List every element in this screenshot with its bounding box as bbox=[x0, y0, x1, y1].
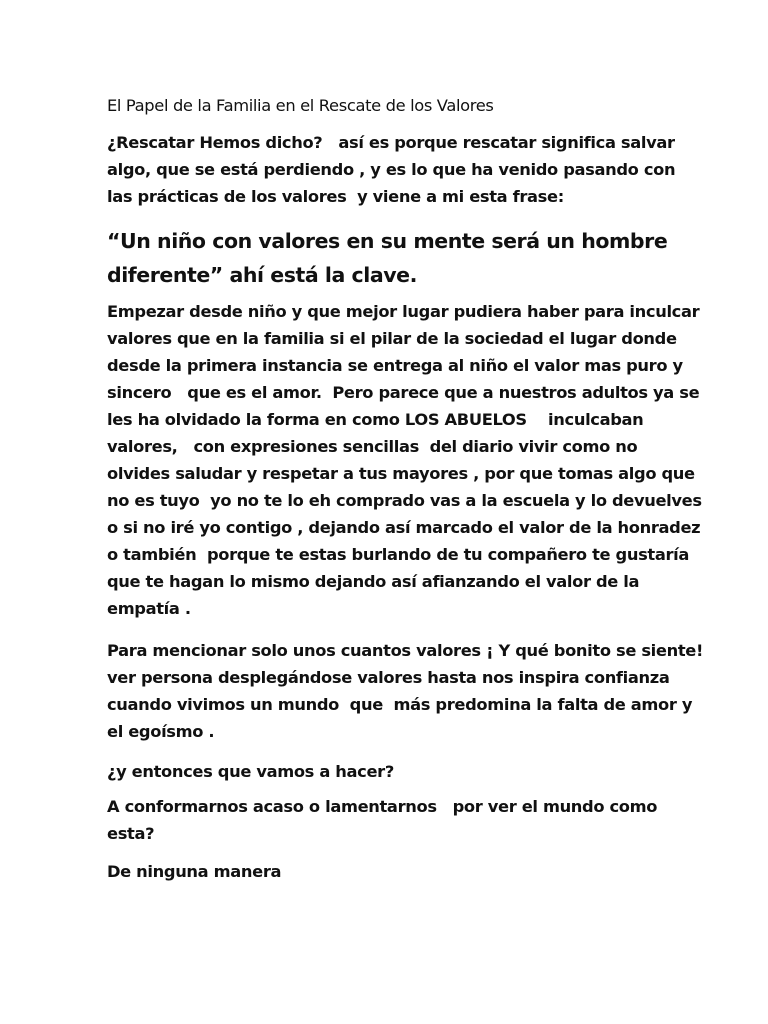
paragraph-5 bbox=[107, 793, 667, 847]
paragraph-2 bbox=[107, 298, 702, 622]
paragraph-1-line: ¿Rescatar Hemos dicho? así es porque rescatar significa salvar bbox=[107, 133, 675, 152]
paragraph-2-line: o también porque te estas burlando de tu compañero te gustaría bbox=[107, 545, 690, 564]
paragraph-1 bbox=[107, 129, 676, 210]
paragraph-5-line: esta? bbox=[107, 824, 155, 843]
document-title bbox=[107, 92, 667, 119]
paragraph-4-line: ¿y entonces que vamos a hacer? bbox=[107, 762, 394, 781]
paragraph-2-line: empatía . bbox=[107, 599, 191, 618]
paragraph-2-line: no es tuyo yo no te lo eh comprado vas a la escuela y lo devuelves bbox=[107, 491, 702, 510]
paragraph-6 bbox=[107, 858, 667, 885]
paragraph-3-line: Para mencionar solo unos cuantos valores ¡ Y qué bonito se siente! bbox=[107, 641, 704, 660]
paragraph-2-line: que te hagan lo mismo dejando así afianzando el valor de la bbox=[107, 572, 640, 591]
paragraph-2-line: valores, con expresiones sencillas del diario vivir como no bbox=[107, 437, 638, 456]
paragraph-2-line: desde la primera instancia se entrega al niño el valor mas puro y bbox=[107, 356, 683, 375]
quote-line: “Un niño con valores en su mente será un hombre bbox=[107, 229, 668, 253]
paragraph-3-line: ver persona desplegándose valores hasta nos inspira confianza bbox=[107, 668, 670, 687]
paragraph-4 bbox=[107, 758, 667, 785]
paragraph-3 bbox=[107, 637, 704, 745]
title-line: El Papel de la Familia en el Rescate de los Valores bbox=[107, 96, 494, 115]
quote-line: diferente” ahí está la clave. bbox=[107, 263, 417, 287]
paragraph-2-line: Empezar desde niño y que mejor lugar pudiera haber para inculcar bbox=[107, 302, 700, 321]
paragraph-5-line: A conformarnos acaso o lamentarnos por ver el mundo como bbox=[107, 797, 658, 816]
paragraph-6-line: De ninguna manera bbox=[107, 862, 282, 881]
paragraph-2-line: valores que en la familia si el pilar de la sociedad el lugar donde bbox=[107, 329, 677, 348]
paragraph-3-line: el egoísmo . bbox=[107, 722, 215, 741]
quote-paragraph bbox=[107, 224, 667, 292]
paragraph-2-line: olvides saludar y respetar a tus mayores , por que tomas algo que bbox=[107, 464, 695, 483]
paragraph-3-line: cuando vivimos un mundo que más predomina la falta de amor y bbox=[107, 695, 693, 714]
paragraph-2-line: o si no iré yo contigo , dejando así marcado el valor de la honradez bbox=[107, 518, 701, 537]
paragraph-1-line: algo, que se está perdiendo , y es lo que ha venido pasando con bbox=[107, 160, 676, 179]
paragraph-1-line: las prácticas de los valores y viene a mi esta frase: bbox=[107, 187, 564, 206]
paragraph-2-line: les ha olvidado la forma en como LOS ABUELOS inculcaban bbox=[107, 410, 644, 429]
paragraph-2-line: sincero que es el amor. Pero parece que a nuestros adultos ya se bbox=[107, 383, 700, 402]
